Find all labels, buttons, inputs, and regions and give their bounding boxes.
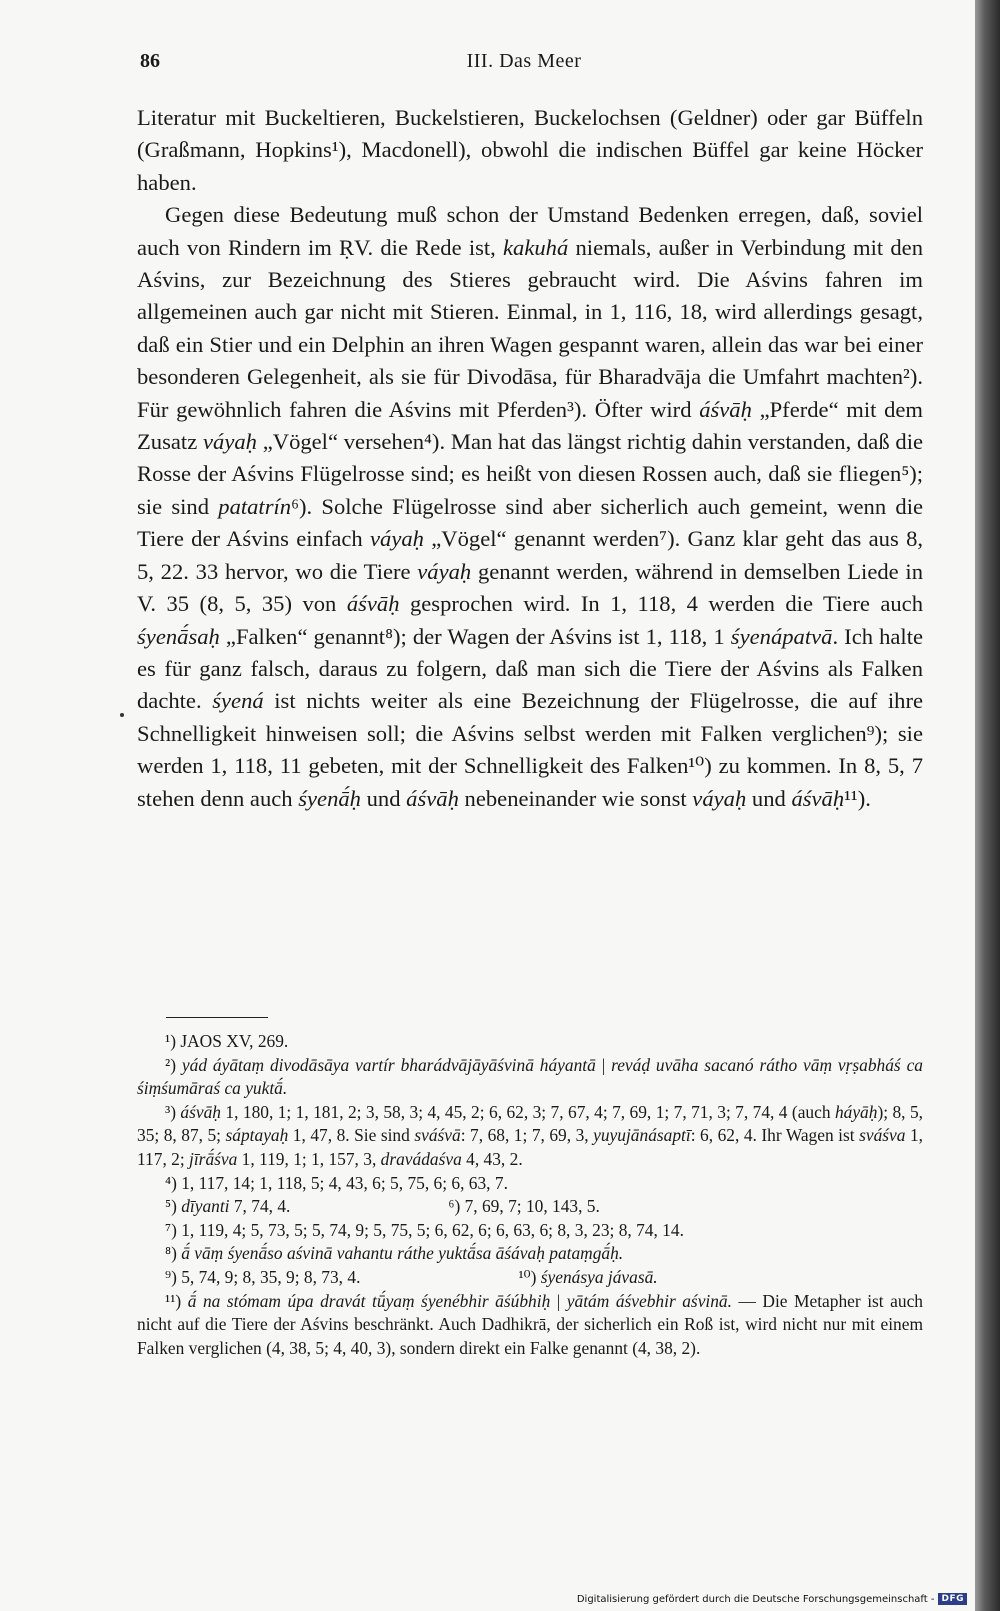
footnote-4: ⁴) 1, 117, 14; 1, 118, 5; 4, 43, 6; 5, 75, 6; 6, 63, 7. bbox=[165, 1172, 508, 1193]
footnote-8: ⁸) ā́ vāṃ śyenā́so aśvinā vahantu ráthe yuktā́sa āśávaḥ pataṃgā́ḥ. bbox=[165, 1243, 624, 1264]
margin-mark bbox=[120, 713, 124, 717]
main-text bbox=[137, 102, 923, 815]
footnote-5-6: ⁵) dīyanti 7, 74, 4. ⁶) 7, 69, 7; 10, 143, 5. bbox=[137, 1195, 923, 1219]
footnote-6: ⁶) 7, 69, 7; 10, 143, 5. bbox=[448, 1196, 600, 1217]
page-header bbox=[140, 50, 908, 80]
footnote-10: ¹⁰) śyenásya jávasā. bbox=[518, 1266, 658, 1287]
footnotes bbox=[137, 1030, 923, 1360]
paragraph-2: Gegen diese Bedeutung muß schon der Umstand Bedenken erregen, daß, soviel auch von Rindern im ṚV. die Rede ist, kakuhá niemals, außer in Verbindung mit den Aśvins, zur Bezeichnung des Stieres gebraucht wird. Die Aśvins fahren im allgemeinen auch gar nicht mit Stieren. Einmal, in 1, 116, 18, wird allerdings gesagt, daß ein Stier und ein Delphin an ihren Wagen gespannt waren, allein das war bei einer besonderen Gelegenheit, als sie für Divodāsa, für Bharadvāja die Umfahrt machten²). Für gewöhnlich fahren die Aśvins mit Pferden³). Öfter wird áśvāḥ „Pferde“ mit dem Zusatz váyaḥ „Vögel“ versehen⁴). Man hat das längst richtig dahin verstanden, daß die Rosse der Aśvins Flügelrosse sind; es heißt von diesen Rossen auch, daß sie fliegen⁵); sie sind patatrín⁶). Solche Flügelrosse sind aber sicherlich auch gemeint, wenn die Tiere der Aśvins einfach váyaḥ „Vögel“ genannt werden⁷). Ganz klar geht das aus 8, 5, 22. 33 hervor, wo die Tiere váyaḥ genannt werden, während in demselben Liede in V. 35 (8, 5, 35) von áśvāḥ gesprochen wird. In 1, 118, 4 werden die Tiere auch śyenā́saḥ „Falken“ genannt⁸); der Wagen der Aśvins ist 1, 118, 1 śyenápatvā. Ich halte es für ganz falsch, daraus zu folgern, daß man sich die Tiere der Aśvins als Falken dachte. śyená ist nichts weiter als eine Bezeichnung der Flügelrosse, die auf ihre Schnelligkeit hinweisen soll; die Aśvins selbst werden mit Falken verglichen⁹); sie werden 1, 118, 11 gebeten, mit der Schnelligkeit des Falken¹⁰) zu kommen. In 8, 5, 7 stehen denn auch śyenā́ḥ und áśvāḥ nebeneinander wie sonst váyaḥ und áśvāḥ¹¹). bbox=[137, 202, 924, 811]
footnote-2: ²) yád áyātaṃ divodāsāya vartír bharádvājāyāśvinā háyantā | reváḍ uvāha sacanó rátho vāṃ vṛṣabháś ca śiṃśumāraś ca yuktā́. bbox=[137, 1054, 923, 1099]
page-number: 86 bbox=[140, 50, 160, 72]
dfg-logo: DFG bbox=[938, 1593, 967, 1605]
running-title: III. Das Meer bbox=[466, 50, 582, 72]
footnote-9-10: ⁹) 5, 74, 9; 8, 35, 9; 8, 73, 4. ¹⁰) śyenásya jávasā. bbox=[137, 1266, 923, 1290]
credit-text: Digitalisierung gefördert durch die Deutsche Forschungsgemeinschaft - bbox=[576, 1593, 935, 1605]
footnote-3: ³) áśvāḥ 1, 180, 1; 1, 181, 2; 3, 58, 3; 4, 45, 2; 6, 62, 3; 7, 67, 4; 7, 69, 1; 7, 71, 3; 7, 74, 4 (auch háyāḥ); 8, 5, 35; 8, 87, 5; sáptayaḥ 1, 47, 8. Sie sind sváśvā: 7, 68, 1; 7, 69, 3, yuyujānásaptī: 6, 62, 4. Ihr Wagen ist sváśva 1, 117, 2; jīrā́śva 1, 119, 1; 1, 157, 3, dravádaśva 4, 43, 2. bbox=[137, 1101, 924, 1169]
footnote-11: ¹¹) ā́ na stómam úpa dravát tū́yaṃ śyenébhir āśúbhiḥ | yātám áśvebhir aśvinā. — Die Metapher ist auch nicht auf die Tiere der Aśvins beschränkt. Auch Dadhikrā, der sicherlich ein Roß ist, wird nicht nur mit einem Falken verglichen (4, 38, 5; 4, 40, 3), sondern direkt ein Falke genannt (4, 38, 2). bbox=[137, 1290, 923, 1358]
footnote-7: ⁷) 1, 119, 4; 5, 73, 5; 5, 74, 9; 5, 75, 5; 6, 62, 6; 6, 63, 6; 8, 3, 23; 8, 74, 14. bbox=[165, 1219, 684, 1240]
footnote-1: ¹) JAOS XV, 269. bbox=[165, 1031, 289, 1051]
paragraph-1: Literatur mit Buckeltieren, Buckelstieren, Buckelochsen (Geldner) oder gar Büffeln (Graßmann, Hopkins¹), Macdonell), obwohl die indischen Büffel gar keine Höcker haben. bbox=[137, 105, 923, 195]
footnote-divider bbox=[166, 1017, 268, 1018]
digitization-credit bbox=[577, 1593, 967, 1605]
page-edge-shadow bbox=[975, 0, 1000, 1611]
